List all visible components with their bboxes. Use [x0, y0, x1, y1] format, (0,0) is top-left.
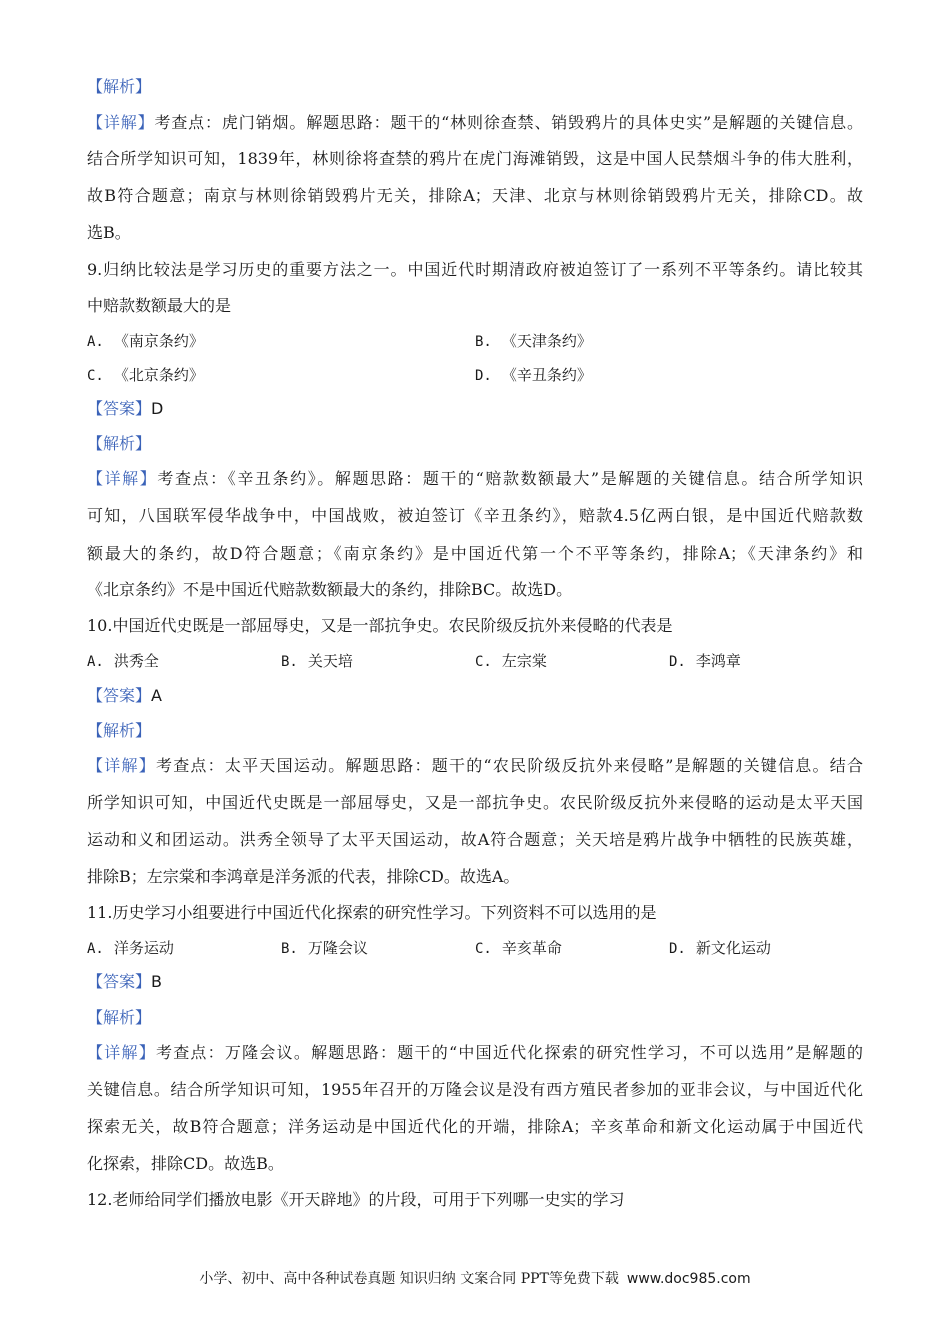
detail-label: 【详解】	[87, 1043, 156, 1062]
footer-text: 小学、初中、高中各种试卷真题 知识归纳 文案合同 PPT等免费下载	[199, 1271, 619, 1287]
detail-line: 结合所学知识可知，1839年，林则徐将查禁的鸦片在虎门海滩销毁，这是中国人民禁烟斗争的伟大胜利，	[87, 149, 863, 168]
detail-line: 所学知识可知，中国近代史既是一部屈辱史，又是一部抗争史。农民阶级反抗外来侵略的运动是太平天国	[87, 793, 863, 812]
option-c: C. 左宗棠	[475, 652, 547, 670]
detail-line: 可知，八国联军侵华战争中，中国战败，被迫签订《辛丑条约》，赔款4.5亿两白银，是中国近代赔款数	[87, 506, 863, 525]
analysis-label: 【解析】	[87, 1008, 152, 1027]
detail-line: 运动和义和团运动。洪秀全领导了太平天国运动，故A符合题意；关天培是鸦片战争中牺牲的民族英雄，	[87, 830, 863, 849]
detail-line: 探索无关，故B符合题意；洋务运动是中国近代化的开端，排除A；辛亥革命和新文化运动属于中国近代	[87, 1117, 863, 1136]
detail-line: 选B。	[87, 223, 131, 242]
answer-label: 【答案】	[87, 686, 152, 705]
option-b: B. 关天培	[281, 652, 353, 670]
answer-value: B	[151, 972, 162, 991]
detail-line: 《北京条约》不是中国近代赔款数额最大的条约，排除BC。故选D。	[87, 580, 573, 599]
option-d: D. 李鸿章	[669, 652, 741, 670]
detail-line: 【详解】考查点：虎门销烟。解题思路：题干的“林则徐查禁、销毁鸦片的具体史实”是解题的关键信息。	[87, 113, 863, 132]
answer-line	[87, 686, 162, 706]
option-a: A. 洪秀全	[87, 652, 159, 670]
option-c: C. 辛亥革命	[475, 939, 562, 957]
detail-line: 故B符合题意；南京与林则徐销毁鸦片无关，排除A；天津、北京与林则徐销毁鸦片无关，排除CD。故	[87, 186, 863, 205]
option-a: A. 洋务运动	[87, 939, 174, 957]
analysis-label: 【解析】	[87, 434, 152, 453]
detail-line: 【详解】考查点：太平天国运动。解题思路：题干的“农民阶级反抗外来侵略”是解题的关键信息。结合	[87, 756, 863, 775]
option-b: B. 万隆会议	[281, 939, 368, 957]
option-c: C. 《北京条约》	[87, 366, 204, 384]
detail-line: 关键信息。结合所学知识可知，1955年召开的万隆会议是没有西方殖民者参加的亚非会议，与中国近代化	[87, 1080, 863, 1099]
detail-line: 化探索，排除CD。故选B。	[87, 1154, 284, 1173]
answer-line	[87, 399, 163, 419]
detail-label: 【详解】	[87, 113, 155, 132]
question-stem: 10.中国近代史既是一部屈辱史，又是一部抗争史。农民阶级反抗外来侵略的代表是	[87, 616, 673, 635]
answer-label: 【答案】	[87, 399, 152, 418]
detail-label: 【详解】	[87, 469, 158, 488]
detail-line: 排除B；左宗棠和李鸿章是洋务派的代表，排除CD。故选A。	[87, 867, 520, 886]
detail-label: 【详解】	[87, 756, 156, 775]
footer-url[interactable]: www.doc985.com	[626, 1271, 751, 1287]
answer-value: A	[151, 686, 162, 705]
answer-value: D	[151, 399, 164, 418]
detail-line: 【详解】考查点：《辛丑条约》。解题思路：题干的“赔款数额最大”是解题的关键信息。结合所学知识	[87, 469, 863, 488]
answer-label: 【答案】	[87, 972, 152, 991]
option-a: A. 《南京条约》	[87, 332, 204, 350]
page-footer	[0, 1270, 950, 1288]
detail-line: 额最大的条约，故D符合题意；《南京条约》是中国近代第一个不平等条约，排除A；《天津条约》和	[87, 544, 863, 563]
option-d: D. 新文化运动	[669, 939, 771, 957]
detail-line: 【详解】考查点：万隆会议。解题思路：题干的“中国近代化探索的研究性学习，不可以选用”是解题的	[87, 1043, 863, 1062]
option-d: D. 《辛丑条约》	[475, 366, 592, 384]
answer-line	[87, 972, 162, 992]
analysis-label: 【解析】	[87, 77, 152, 96]
question-stem: 中赔款数额最大的是	[87, 296, 232, 315]
analysis-label: 【解析】	[87, 721, 152, 740]
option-b: B. 《天津条约》	[475, 332, 592, 350]
question-stem: 12.老师给同学们播放电影《开天辟地》的片段，可用于下列哪一史实的学习	[87, 1190, 625, 1209]
question-stem: 9.归纳比较法是学习历史的重要方法之一。中国近代时期清政府被迫签订了一系列不平等条约。请比较其	[87, 260, 863, 279]
question-stem: 11.历史学习小组要进行中国近代化探索的研究性学习。下列资料不可以选用的是	[87, 903, 657, 922]
